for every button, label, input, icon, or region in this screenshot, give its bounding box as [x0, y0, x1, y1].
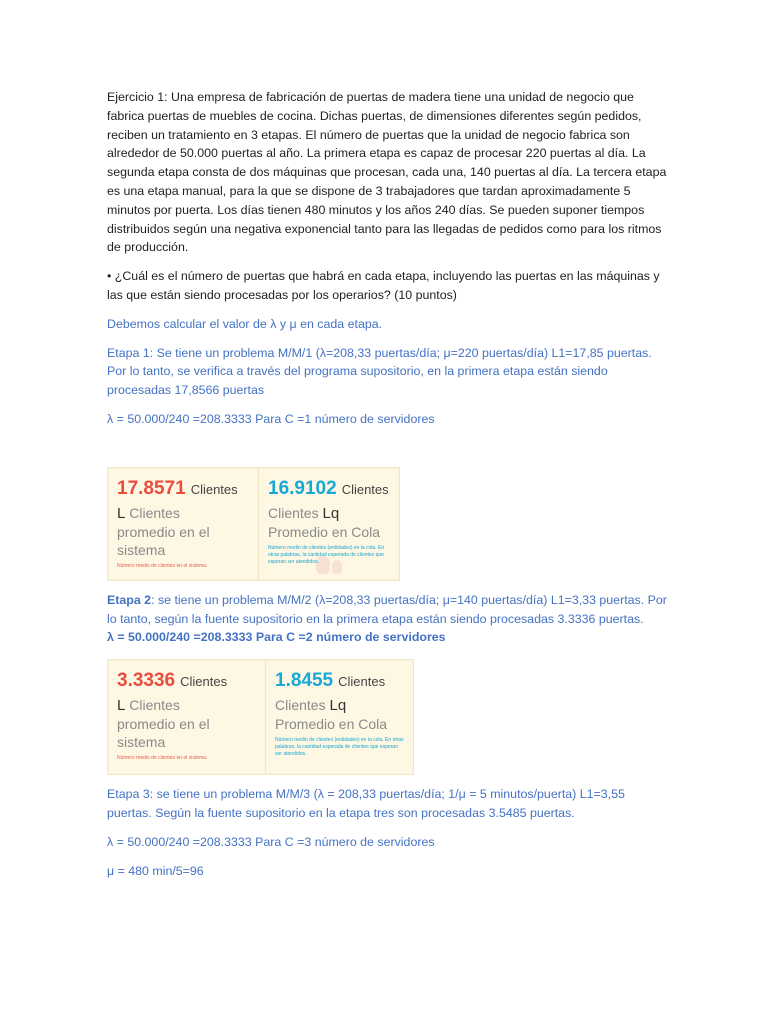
stage3-text: Etapa 3: se tiene un problema M/M/3 (λ = 208,33 puertas/día; 1/μ = 5 minutos/puerta) L1=3,55 puertas. Según la fuente supositorio en la etapa tres son procesadas 3.5485 puertas.: [107, 787, 625, 820]
stage1-L-card: [108, 468, 258, 580]
stage3-mu: μ = 480 min/5=96: [107, 863, 204, 878]
stage2-Lq-card: [265, 660, 413, 774]
stage1-L-note: Número medio de clientes en el sistema.: [117, 562, 208, 569]
stage1-L-label: L Clientes promedio en el sistema: [117, 504, 210, 558]
document-page: [107, 88, 667, 880]
stage1-Lq-label: Clientes Lq Promedio en Cola: [268, 504, 381, 540]
stage2-L-symbol: L: [117, 697, 126, 715]
stage1-formula: λ = 50.000/240 =208.3333 Para C =1 número de servidores: [107, 411, 435, 426]
answer-intro: Debemos calcular el valor de λ y μ en cada etapa.: [107, 316, 383, 331]
stage2-L-note: Número medio de clientes en el sistema.: [117, 755, 208, 762]
stage2-L-unit: Clientes: [180, 674, 228, 690]
exercise-question: • ¿Cuál es el número de puertas que habrá en cada etapa, incluyendo las puertas en las máquinas y las que están siendo procesadas por los operarios? (10 puntos): [107, 269, 660, 302]
stage2-Lq-label: Clientes Lq Promedio en Cola: [275, 697, 388, 733]
stage1-L-symbol: L: [117, 504, 126, 522]
stage1-Lq-unit: Clientes: [341, 481, 389, 497]
stage2-Lq-unit: Clientes: [338, 674, 386, 690]
stage1-Lq-value: 16.9102: [268, 477, 337, 499]
stage2-L-card: [108, 660, 265, 774]
stage1-text: Etapa 1: Se tiene un problema M/M/1 (λ=208,33 puertas/día; μ=220 puertas/día) L1=17,85 puertas. Por lo tanto, se verifica a través del programa supositorio, en la primera etapa están siendo procesadas 17,8566 puertas: [107, 345, 652, 398]
stage2-text: Etapa 2: se tiene un problema M/M/2 (λ=208,33 puertas/día; μ=140 puertas/día) L1=3,33 puertas. Por lo tanto, según la fuente supositorio en la primera etapa están siendo procesadas 3.3336 puertas.: [107, 592, 667, 626]
stage1-L-value: 17.8571: [117, 477, 186, 499]
exercise-statement: Ejercicio 1: Una empresa de fabricación de puertas de madera tiene una unidad de negocio que fabrica puertas de muebles de cocina. Dichas puertas, de dimensiones diferentes según pedidos, reciben un tratamiento en 3 etapas. El número de puertas que la unidad de negocio fabrica son alrededor de 50.000 puertas al año. La primera etapa es capaz de procesar 220 puertas al día. La segunda etapa consta de dos máquinas que procesan, cada una, 140 puertas al día. La tercera etapa es una etapa manual, para la que se dispone de 3 trabajadores que tardan aproximadamente 5 minutos por puerta. Los días tienen 480 minutos y los años 240 días. Se pueden suponer tiempos distribuidos según una negativa exponencial tanto para las llegadas de pedidos como para los ritmos de producción.: [107, 90, 667, 255]
stage2-formula: λ = 50.000/240 =208.3333 Para C =2 número de servidores: [107, 630, 446, 645]
stage1-L-unit: Clientes: [190, 481, 238, 497]
stage3-formula: λ = 50.000/240 =208.3333 Para C =3 número de servidores: [107, 834, 435, 849]
stage2-L-label: L Clientes promedio en el sistema: [117, 697, 210, 751]
stage2-label: Etapa 2: [107, 592, 152, 607]
stage2-Lq-symbol: Lq: [329, 697, 347, 715]
stage1-Lq-card: [258, 468, 399, 580]
stage1-Lq-note: Número medio de clientes (entidades) en la cola. En otras palabras, la cantidad esperada de clientes que esperan ser atendidos.: [268, 544, 385, 565]
stage1-Lq-symbol: Lq: [322, 504, 340, 522]
stage2-Lq-note: Número medio de clientes (entidades) en la cola. En otras palabras, la cantidad esperada de clientes que esperan ser atendidos.: [275, 737, 404, 758]
stage2-Lq-value: 1.8455: [275, 670, 334, 692]
stage1-result-image: [107, 467, 400, 581]
stage2-L-value: 3.3336: [117, 670, 176, 692]
stage2-result-image: [107, 659, 414, 775]
